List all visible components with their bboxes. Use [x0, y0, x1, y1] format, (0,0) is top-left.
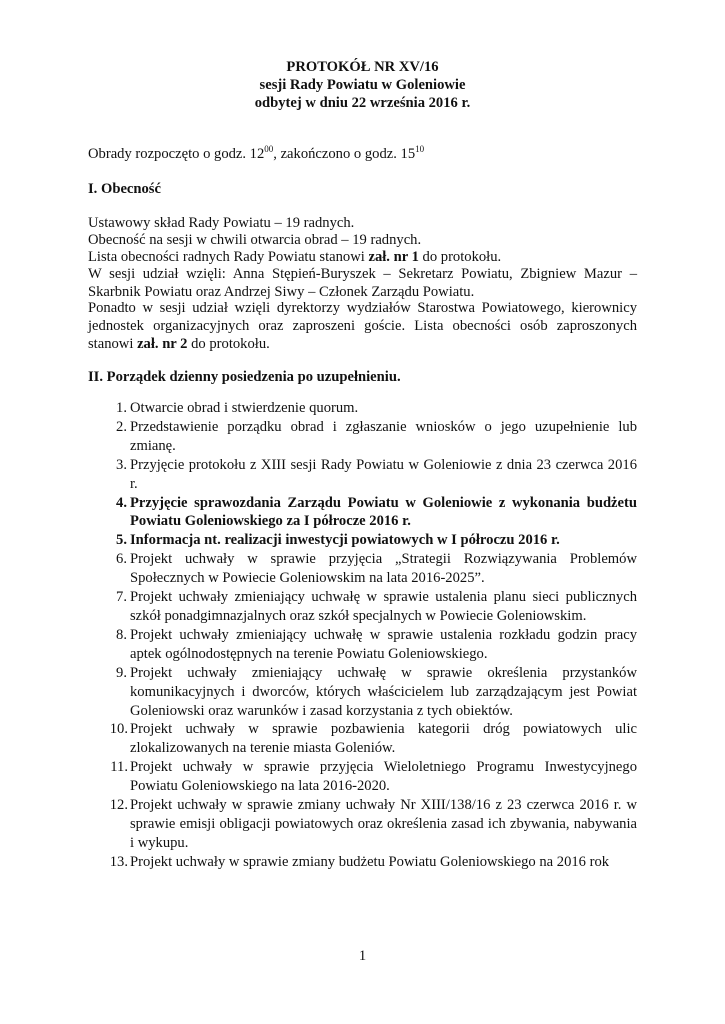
agenda-item-number: 6. — [116, 551, 127, 568]
guests-paragraph-post: do protokołu. — [187, 336, 270, 352]
agenda-list — [88, 399, 637, 872]
agenda-item-text: Projekt uchwały zmieniający uchwałę w sprawie określenia przystanków komunikacyjnych i dworców, których właścicielem lub zarządzającym jest Powiat Goleniowski oraz warunków i zasad korzystania z tych obiektów. — [130, 664, 637, 719]
title-line-1: PROTOKÓŁ NR XV/16 — [286, 59, 439, 75]
participants-paragraph: W sesji udział wzięli: Anna Stępień-Buryszek – Sekretarz Powiatu, Zbigniew Mazur – Skarbnik Powiatu oraz Andrzej Siwy – Członek Zarządu Powiatu. — [88, 266, 637, 300]
attendance-line-3-pre: Lista obecności radnych Rady Powiatu stanowi — [88, 249, 369, 265]
attendance-line-2: Obecność na sesji w chwili otwarcia obrad – 19 radnych. — [88, 232, 422, 248]
agenda-item — [88, 399, 637, 418]
attachment-2-ref: zał. nr 2 — [137, 336, 188, 352]
section-attendance-heading: I. Obecność — [88, 181, 161, 197]
agenda-item — [88, 720, 637, 758]
title-line-2: sesji Rady Powiatu w Goleniowie — [259, 77, 466, 93]
agenda-item-text: Projekt uchwały w sprawie przyjęcia „Strategii Rozwiązywania Problemów Społecznych w Powiecie Goleniowskim na lata 2016-2025”. — [130, 551, 637, 587]
agenda-item-number: 2. — [116, 418, 127, 435]
agenda-item-number: 9. — [116, 664, 127, 681]
agenda-item-number: 5. — [116, 532, 127, 549]
end-minutes: 10 — [415, 144, 425, 154]
start-minutes: 00 — [264, 144, 274, 154]
agenda-item — [88, 664, 637, 721]
agenda-item — [88, 758, 637, 796]
attendance-line-3-post: do protokołu. — [418, 249, 502, 265]
document-title — [88, 58, 637, 112]
agenda-item-text: Projekt uchwały zmieniający uchwałę w sprawie ustalenia rozkładu godzin pracy aptek ogólnodostępnych na terenie Powiatu Goleniowskiego. — [130, 626, 637, 662]
session-times — [88, 145, 637, 163]
agenda-item-text: Projekt uchwały w sprawie pozbawienia kategorii dróg powiatowych ulic zlokalizowanych na terenie miasta Goleniów. — [130, 721, 637, 757]
agenda-item-number: 7. — [116, 589, 127, 606]
guests-paragraph-pre: Ponadto w sesji udział wzięli dyrektorzy wydziałów Starostwa Powiatowego, kierownicy jednostek organizacyjnych oraz zaproszeni goście. Lista obecności osób zaproszonych stanowi — [88, 300, 637, 352]
attendance-line-3 — [88, 248, 637, 266]
agenda-item-number: 3. — [116, 456, 127, 473]
agenda-item-number: 12. — [109, 797, 128, 814]
agenda-item — [88, 796, 637, 853]
agenda-item-text: Projekt uchwały w sprawie zmiany budżetu Powiatu Goleniowskiego na 2016 rok — [130, 853, 610, 870]
agenda-item-text: Informacja nt. realizacji inwestycji powiatowych w I półroczu 2016 r. — [130, 532, 560, 549]
agenda-item — [88, 494, 637, 532]
agenda-item — [88, 456, 637, 494]
agenda-item-number: 11. — [110, 759, 128, 776]
agenda-item — [88, 531, 637, 550]
agenda-item-text: Przedstawienie porządku obrad i zgłaszanie wniosków o jego uzupełnienie lub zmianę. — [130, 418, 637, 454]
title-line-3: odbytej w dniu 22 września 2016 r. — [254, 95, 471, 111]
agenda-item — [88, 418, 637, 456]
agenda-item-text: Projekt uchwały w sprawie przyjęcia Wieloletniego Programu Inwestycyjnego Powiatu Goleniowskiego na lata 2016-2020. — [130, 759, 637, 795]
agenda-item-number: 10. — [109, 721, 128, 738]
agenda-item-number: 1. — [116, 400, 127, 416]
guests-paragraph — [88, 299, 637, 353]
agenda-item-number: 13. — [109, 853, 128, 870]
attachment-1-ref: zał. nr 1 — [368, 249, 419, 265]
agenda-item-text: Przyjęcie sprawozdania Zarządu Powiatu w Goleniowie z wykonania budżetu Powiatu Goleniowskiego za I półrocze 2016 r. — [130, 494, 637, 530]
agenda-item — [88, 853, 637, 872]
agenda-item — [88, 626, 637, 664]
opening-prefix: Obrady rozpoczęto o godz. 12 — [88, 146, 265, 162]
agenda-item-number: 8. — [116, 626, 127, 643]
agenda-item — [88, 550, 637, 588]
section-agenda-heading: II. Porządek dzienny posiedzenia po uzupełnieniu. — [88, 369, 401, 385]
opening-middle: , zakończono o godz. 15 — [273, 146, 416, 162]
attendance-line-1: Ustawowy skład Rady Powiatu – 19 radnych. — [88, 215, 355, 231]
page-number: 1 — [358, 948, 367, 964]
agenda-item-text: Projekt uchwały zmieniający uchwałę w sprawie ustalenia planu sieci publicznych szkół ponadgimnazjalnych oraz szkół specjalnych w Powiecie Goleniowskim. — [130, 589, 637, 624]
agenda-item-text: Otwarcie obrad i stwierdzenie quorum. — [130, 400, 359, 416]
agenda-item-text: Projekt uchwały w sprawie zmiany uchwały Nr XIII/138/16 z 23 czerwca 2016 r. w sprawie emisji obligacji powiatowych oraz określenia zasad ich zbywania, nabywania i wykupu. — [130, 797, 637, 851]
agenda-item — [88, 588, 637, 626]
agenda-item-text: Przyjęcie protokołu z XIII sesji Rady Powiatu w Goleniowie z dnia 23 czerwca 2016 r. — [130, 456, 637, 492]
agenda-item-number: 4. — [116, 494, 127, 511]
